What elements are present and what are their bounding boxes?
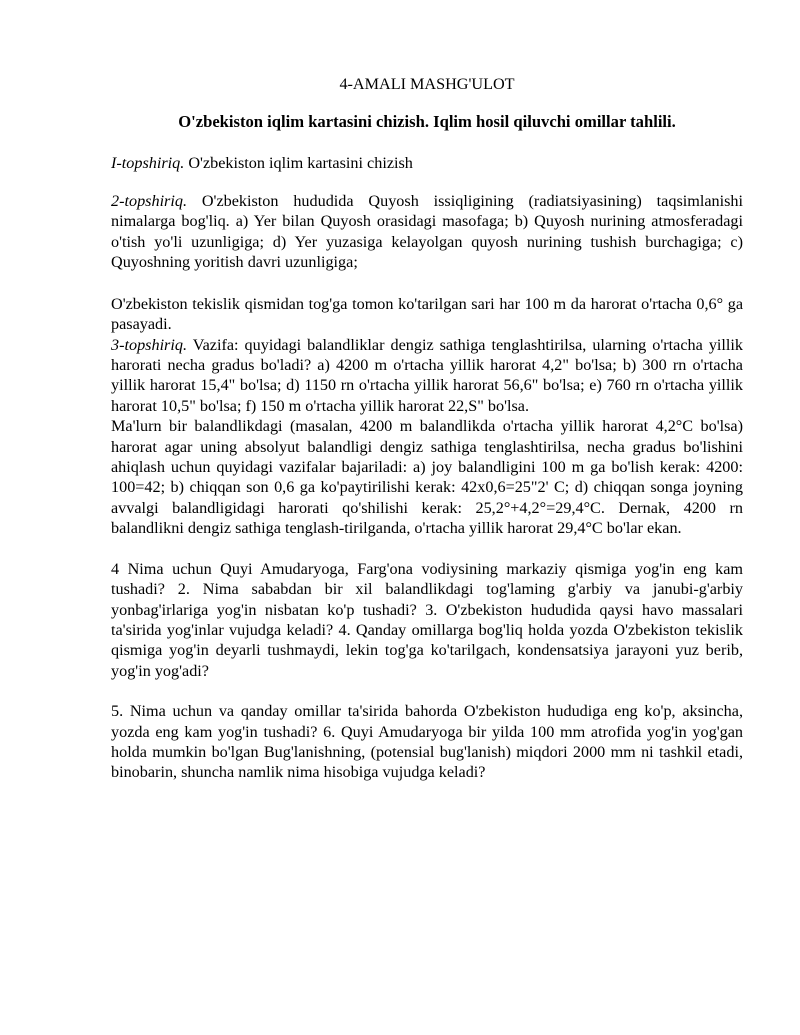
task-2-paragraph	[111, 191, 743, 273]
task-1-paragraph	[111, 153, 743, 173]
task-2-text: O'zbekiston hududida Quyosh issiqligining (radiatsiyasining) taqsimlanishi nimalarga bog'liq. a) Yer bilan Quyosh orasidagi masofaga; b) Quyosh nurining atmosferadagi o'tish yo'li uzunligiga; d) Yer yuzasiga kelayolgan quyosh nurining tushish burchagiga; c) Quyoshning yoritish davri uzunligiga;	[111, 191, 743, 272]
centered-note: O'zbekiston tekislik qismidan tog'ga tomon ko'tarilgan sari har 100 m da harorat o'rtacha 0,6° ga pasayadi.	[111, 294, 743, 334]
document-page	[111, 74, 743, 783]
explanation-paragraph: Ma'lurn bir balandlikdagi (masalan, 4200 m balandlikda o'rtacha yillik harorat 4,2°C bo'lsa) harorat agar uning absolyut balandligi dengiz sathiga tenglashtirilsa, necha gradus bo'lishini ahiqlash uchun quyidagi vazifalar bajariladi: a) joy balandligini 100 m ga bo'lish kerak: 4200: 100=42; b) chiqqan son 0,6 ga ko'paytirilishi kerak: 42x0,6=25"2' C; d) chiqqan songa joyning avvalgi balandligidagi harorati qo'shilishi kerak: 25,2°+4,2°=29,4°C. Dernak, 4200 rn balandlikni dengiz sathiga tenglash-tirilganda, o'rtacha yillik harorat 29,4°C bo'lar ekan.	[111, 417, 743, 538]
questions-paragraph-2: 5. Nima uchun va qanday omillar ta'sirida bahorda O'zbekiston hududiga eng ko'p, aksincha, yozda eng kam yog'in tushadi? 6. Quyi Amudaryoga bir yilda 100 mm atrofida yog'in yog'gan holda mumkin bo'lgan Bug'lanishning, (potensial bug'lanish) miqdori 2000 mm ni tashkil etadi, binobarin, shuncha namlik nima hisobiga vujudga keladi?	[111, 702, 743, 782]
task-1-label: I-topshiriq.	[111, 154, 185, 173]
task-1-text: O'zbekiston iqlim kartasini chizish	[184, 154, 413, 173]
questions-paragraph-1: 4 Nima uchun Quyi Amudaryoga, Farg'ona vodiysining markaziy qismiga yog'in eng kam tushadi? 2. Nima sababdan bir xil balandlikdagi tog'laming g'arbiy va janubi-g'arbiy yonbag'irlariga yog'in nisbatan ko'p tushadi? 3. O'zbekiston hududida qaysi havo massalari ta'sirida yog'inlar vujudga keladi? 4. Qanday omillarga bog'liq holda yozda O'zbekiston tekislik qismiga yog'in deyarli tushmaydi, lekin tog'ga ko'tarilgach, kondensatsiya jarayoni yuz berib, yog'in yog'adi?	[111, 559, 743, 680]
page-title: 4-AMALI MASHG'ULOT	[339, 75, 515, 93]
page-subtitle: O'zbekiston iqlim kartasini chizish. Iqlim hosil qiluvchi omillar tahlili.	[178, 112, 676, 131]
task-3-paragraph	[111, 335, 743, 417]
task-2-label: 2-topshiriq.	[111, 191, 187, 210]
task-3-text: Vazifa: quyidagi balandliklar dengiz sathiga tenglashtirilsa, ularning o'rtacha yillik harorati necha gradus bo'ladi? a) 4200 m o'rtacha yillik harorat 4,2" bo'lsa; b) 300 rn o'rtacha yillik harorat 15,4" bo'lsa; d) 1150 rn o'rtacha yillik harorat 56,6" bo'lsa; e) 760 rn o'rtacha yillik harorat 10,5" bo'lsa; f) 150 m o'rtacha yillik harorat 22,S" bo'lsa.	[111, 335, 743, 415]
blank-line	[111, 272, 743, 292]
task-3-label: 3-topshiriq.	[111, 335, 187, 354]
